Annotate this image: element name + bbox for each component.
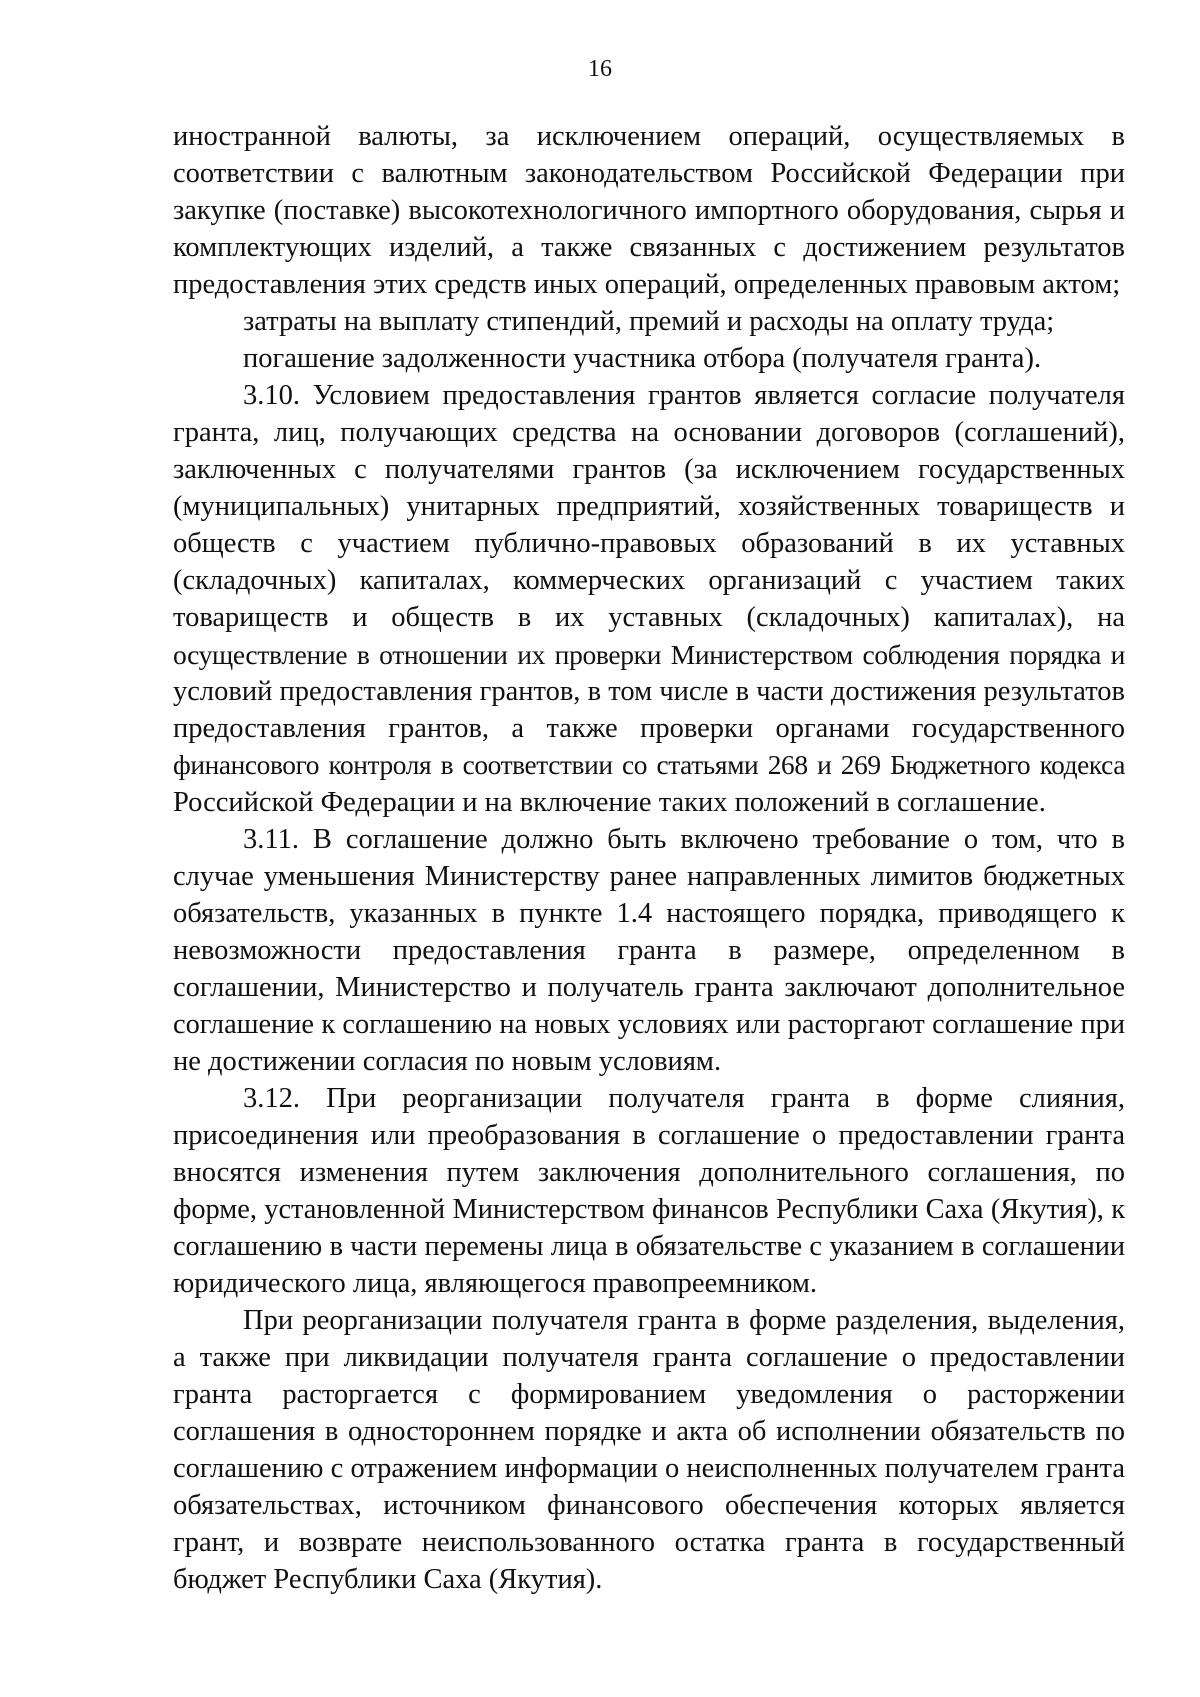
text-line: комплектующих изделий, а также связанных с достижением результатов (173, 232, 1125, 263)
text-line: закупке (поставке) высокотехнологичного импортного оборудования, сырья и (173, 195, 1125, 226)
text-line: обществ с участием публично-правовых образований в их уставных (173, 528, 1125, 559)
page-number: 16 (588, 56, 612, 82)
text-line: условий предоставления грантов, в том числе в части достижения результатов (173, 676, 1125, 707)
text-line: При реорганизации получателя гранта в форме разделения, выделения, (243, 1305, 1125, 1336)
text-line: обязательств, указанных в пункте 1.4 настоящего порядка, приводящего к (173, 898, 1125, 929)
text-line: заключенных с получателями грантов (за исключением государственных (173, 454, 1125, 485)
text-line: погашение задолженности участника отбора (получателя гранта). (243, 343, 1042, 374)
text-line: не достижении согласия по новым условиям. (173, 1046, 722, 1077)
text-line: 3.10. Условием предоставления грантов является согласие получателя (243, 380, 1125, 411)
text-line: соглашению с отражением информации о неисполненных получателем гранта (173, 1453, 1125, 1484)
text-line: соглашение к соглашению на новых условиях или расторгают соглашение при (173, 1009, 1125, 1040)
text-line: соглашении, Министерство и получатель гранта заключают дополнительное (173, 972, 1125, 1003)
text-line: гранта, лиц, получающих средства на основании договоров (соглашений), (173, 417, 1125, 448)
text-line: товариществ и обществ в их уставных (складочных) капиталах), на (173, 602, 1125, 633)
text-line: вносятся изменения путем заключения дополнительного соглашения, по (173, 1157, 1125, 1188)
document-body (173, 118, 1125, 1598)
text-line: соответствии с валютным законодательством Российской Федерации при (173, 158, 1125, 189)
text-line: 3.11. В соглашение должно быть включено требование о том, что в (243, 824, 1125, 855)
text-line: грант, и возврате неиспользованного остатка гранта в государственный (173, 1527, 1125, 1558)
text-line: соглашению в части перемены лица в обязательстве с указанием в соглашении (173, 1231, 1125, 1262)
text-line: присоединения или преобразования в соглашение о предоставлении гранта (173, 1120, 1125, 1151)
text-line: осуществление в отношении их проверки Министерством соблюдения порядка и (173, 639, 1125, 670)
text-line: юридического лица, являющегося правопреемником. (173, 1268, 818, 1299)
text-line: обязательствах, источником финансового обеспечения которых является (173, 1490, 1125, 1521)
text-line: предоставления грантов, а также проверки органами государственного (173, 713, 1125, 744)
text-line: иностранной валюты, за исключением операций, осуществляемых в (173, 121, 1125, 152)
text-line: форме, установленной Министерством финансов Республики Саха (Якутия), к (173, 1194, 1125, 1225)
text-line: затраты на выплату стипендий, премий и расходы на оплату труда; (243, 306, 1055, 337)
text-line: 3.12. При реорганизации получателя гранта в форме слияния, (243, 1083, 1125, 1114)
text-line: финансового контроля в соответствии со статьями 268 и 269 Бюджетного кодекса (173, 750, 1125, 780)
text-line: гранта расторгается с формированием уведомления о расторжении (173, 1379, 1125, 1410)
text-line: (складочных) капиталах, коммерческих организаций с участием таких (173, 565, 1125, 596)
text-line: (муниципальных) унитарных предприятий, хозяйственных товариществ и (173, 491, 1125, 522)
text-line: невозможности предоставления гранта в размере, определенном в (173, 935, 1125, 966)
text-line: а также при ликвидации получателя гранта соглашение о предоставлении (173, 1342, 1125, 1373)
text-line: Российской Федерации и на включение таких положений в соглашение. (173, 787, 1046, 818)
text-line: бюджет Республики Саха (Якутия). (173, 1564, 603, 1595)
text-line: предоставления этих средств иных операций, определенных правовым актом; (173, 269, 1121, 300)
text-line: случае уменьшения Министерству ранее направленных лимитов бюджетных (173, 861, 1125, 892)
text-line: соглашения в одностороннем порядке и акта об исполнении обязательств по (173, 1416, 1125, 1447)
